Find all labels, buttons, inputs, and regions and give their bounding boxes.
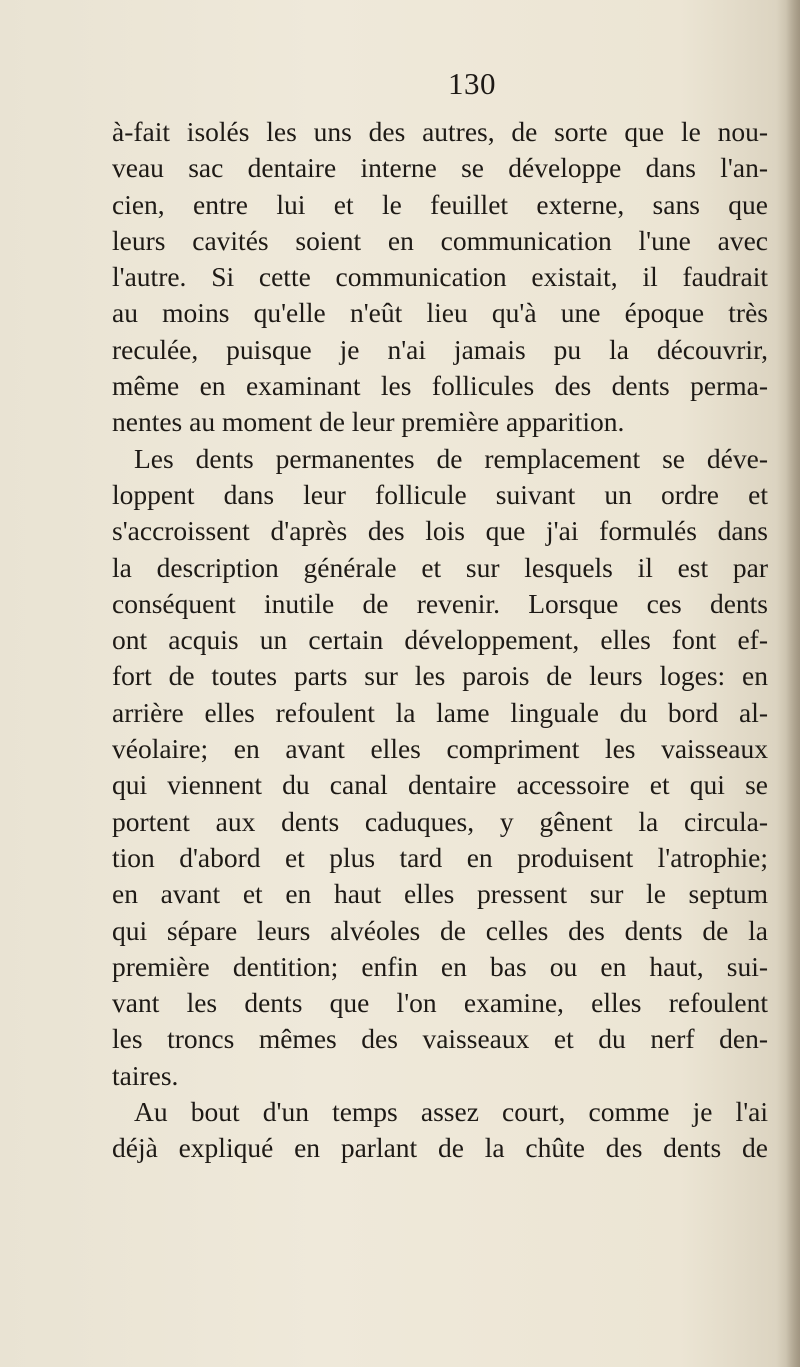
text-line: nentes au moment de leur première apparition.	[112, 406, 625, 438]
text-line: déjà expliqué en parlant de la chûte des dents de	[112, 1132, 768, 1164]
text-line: première dentition; enfin en bas ou en haut, sui-	[112, 950, 768, 982]
text-line: arrière elles refoulent la lame linguale du bord al-	[112, 696, 768, 728]
text-line: qui viennent du canal dentaire accessoire et qui se	[112, 769, 768, 801]
text-line: ont acquis un certain développement, elles font ef-	[112, 624, 768, 656]
text-line: véolaire; en avant elles compriment les vaisseaux	[112, 733, 768, 765]
page-edge-shadow	[786, 0, 800, 1367]
text-line: fort de toutes parts sur les parois de leurs loges: en	[112, 660, 768, 692]
text-line: veau sac dentaire interne se développe dans l'an-	[112, 152, 768, 184]
text-line: portent aux dents caduques, y gênent la circula-	[112, 805, 768, 837]
text-line: qui sépare leurs alvéoles de celles des dents de la	[112, 914, 768, 946]
text-line: reculée, puisque je n'ai jamais pu la découvrir,	[112, 333, 768, 365]
text-line: les troncs mêmes des vaisseaux et du nerf den-	[112, 1023, 768, 1055]
text-line: tion d'abord et plus tard en produisent l'atrophie;	[112, 841, 768, 873]
text-line: vant les dents que l'on examine, elles refoulent	[112, 987, 768, 1019]
text-line: même en examinant les follicules des dents perma-	[112, 370, 768, 402]
text-line: loppent dans leur follicule suivant un ordre et	[112, 478, 768, 510]
text-line: la description générale et sur lesquels il est par	[112, 551, 768, 583]
text-line: à-fait isolés les uns des autres, de sorte que le nou-	[112, 116, 768, 147]
text-line: en avant et en haut elles pressent sur le septum	[112, 878, 768, 910]
paragraph-start-line: Les dents permanentes de remplacement se déve-	[134, 442, 768, 474]
text-line: taires.	[112, 1059, 179, 1091]
page-number: 130	[448, 66, 496, 101]
body-text	[112, 114, 768, 1167]
text-line: s'accroissent d'après des lois que j'ai formulés dans	[112, 515, 768, 547]
text-line: leurs cavités soient en communication l'une avec	[112, 224, 768, 256]
text-line: conséquent inutile de revenir. Lorsque ces dents	[112, 587, 768, 619]
text-line: au moins qu'elle n'eût lieu qu'à une époque très	[112, 297, 768, 329]
text-line: l'autre. Si cette communication existait, il faudrait	[112, 261, 768, 293]
text-line: cien, entre lui et le feuillet externe, sans que	[112, 188, 768, 220]
paragraph-start-line: Au bout d'un temps assez court, comme je l'ai	[134, 1096, 768, 1128]
